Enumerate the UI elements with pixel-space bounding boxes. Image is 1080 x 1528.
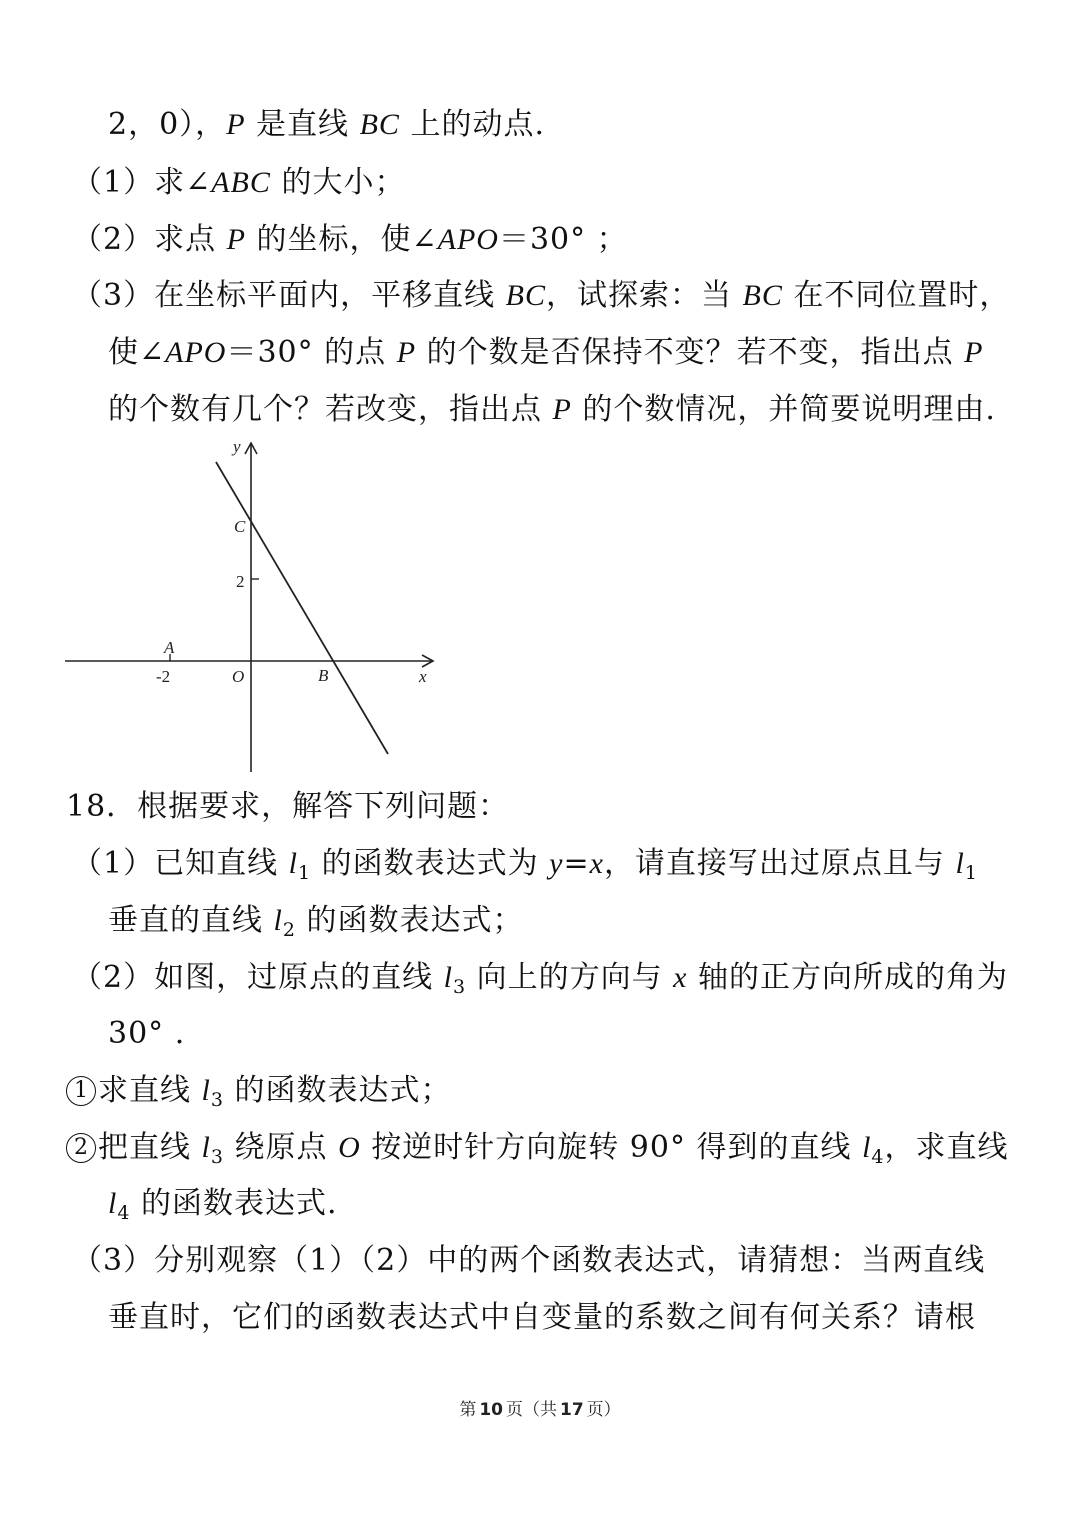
problem18-circled1: 1 求直线 $l_3$ 的函数表达式；: [66, 1071, 452, 1111]
problem18-part2-line1: （2）如图，过原点的直线 $l_3$ 向上的方向与 x 轴的正方向所成的角为: [72, 960, 1009, 998]
point-b-label: B: [318, 666, 329, 685]
problem18-circled2-line1: 2 把直线 $l_3$ 绕原点 O 按逆时针方向旋转 90° 得到的直线 $l_4$，求直线: [66, 1128, 1009, 1168]
problem17-continuation: 2，0），P 是直线 BC 上的动点.: [108, 107, 546, 142]
problem18-part1-line1: （1）已知直线 $l_1$ 的函数表达式为 y=x，请直接写出过原点且与 $l_1$: [72, 846, 978, 884]
page-footer: 第 10 页（共 17 页）: [459, 1400, 621, 1420]
tick-label-2: 2: [236, 572, 245, 591]
problem18-part3-line2: 垂直时，它们的函数表达式中自变量的系数之间有何关系？请根: [108, 1300, 976, 1335]
problem18-title: 18．根据要求，解答下列问题：: [66, 789, 510, 824]
problem18-part1-line2: 垂直的直线 $l_2$ 的函数表达式；: [108, 903, 524, 941]
origin-label: O: [232, 667, 245, 686]
point-a-label: A: [164, 638, 175, 657]
y-axis-label: y: [233, 437, 241, 456]
problem18-part3-line1: （3）分别观察（1）（2）中的两个函数表达式，请猜想：当两直线: [72, 1243, 986, 1278]
problem17-part3-line3: 的个数有几个？若改变，指出点 P 的个数情况，并简要说明理由.: [108, 392, 996, 427]
problem18-circled2-line2: $l_4$ 的函数表达式.: [108, 1186, 338, 1224]
line-bc: [216, 462, 388, 754]
problem18-part2-line2: 30° .: [108, 1016, 186, 1051]
circled-number-2: 2: [66, 1133, 96, 1163]
problem17-part3-line1: （3）在坐标平面内，平移直线 BC，试探索：当 BC 在不同位置时，: [72, 278, 1011, 313]
coordinate-figure: [60, 432, 440, 777]
problem17-part1: （1）求∠ABC 的大小；: [72, 165, 406, 200]
problem17-part3-line2: 使∠APO＝30° 的点 P 的个数是否保持不变？若不变，指出点 P: [108, 335, 984, 370]
point-c-label: C: [234, 517, 246, 536]
circled-number-1: 1: [66, 1076, 96, 1106]
x-axis-label: x: [419, 667, 427, 686]
tick-label-neg2: -2: [156, 667, 171, 686]
problem17-part2: （2）求点 P 的坐标，使∠APO＝30° ；: [72, 222, 628, 257]
